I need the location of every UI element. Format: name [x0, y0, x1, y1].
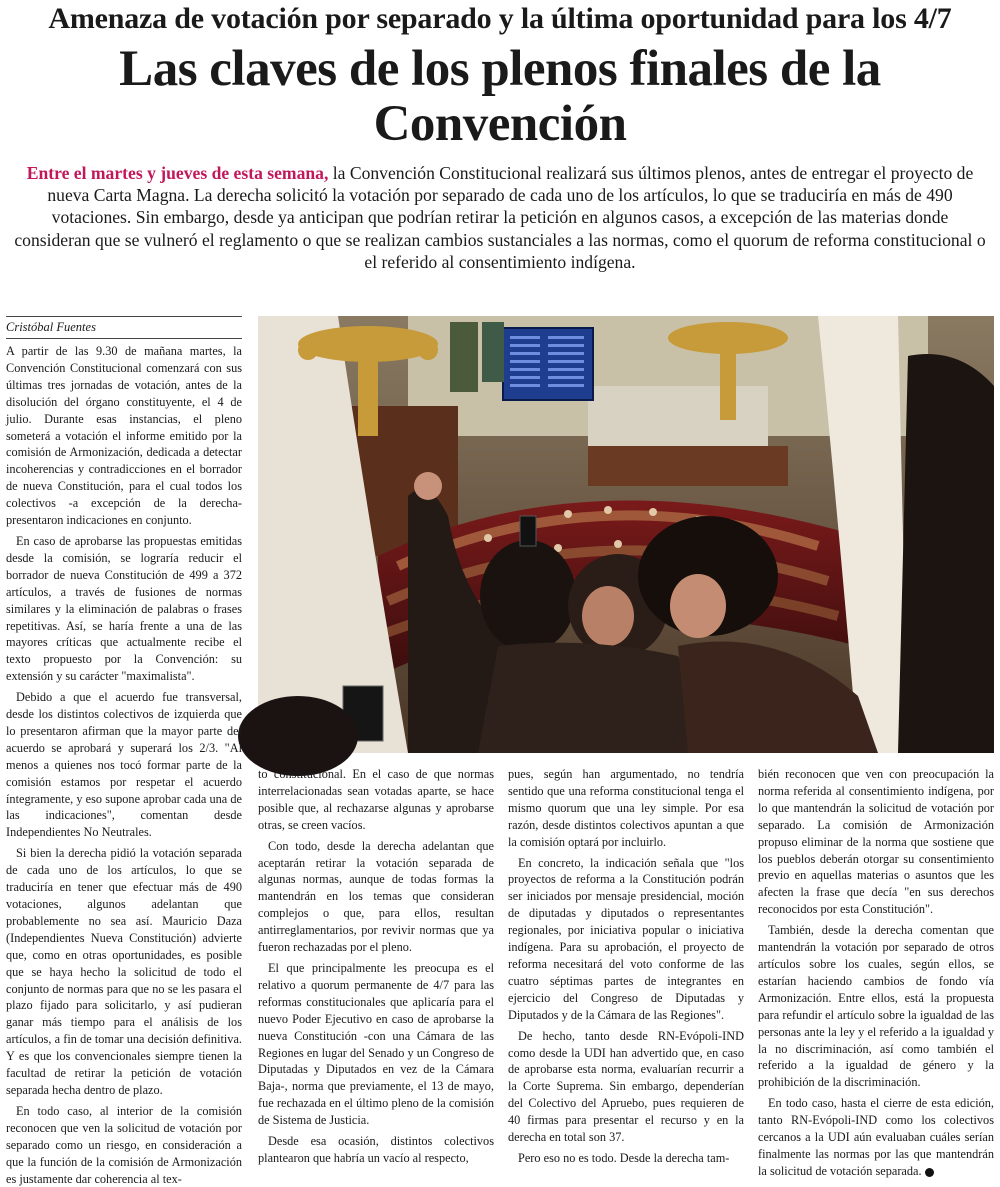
lead-text: la Convención Constitucional realizará sus últimos plenos, antes de entregar el proyecto de nueva Carta Magna. La derecha solicitó la votación por separado de cada uno de los artículos, lo que se traduciría en más de 490 votaciones. Sin embargo, desde ya anticipan que podrían retirar la petición en algunos casos, a excepción de las materias donde consideran que se vulneró el reglamento o que se realizan cambios sustanciales a las normas, como el quorum de reforma constitucional o el referido al consentimiento indígena. — [14, 163, 986, 272]
paragraph: Desde esa ocasión, distintos colectivos plantearon que habría un vacío al respecto, — [258, 1134, 494, 1165]
paragraph: pues, según han argumentado, no tendría sentido que una reforma constitucional tenga el mismo quorum que una ley simple. Por esa razón, desde distintos colectivos apuntan a que la comisión optará por incluirlo. — [508, 767, 744, 849]
author-byline: Cristóbal Fuentes — [6, 320, 96, 334]
paragraph: En caso de aprobarse las propuestas emitidas desde la comisión, se lograría reducir el borrador de nueva Constitución de 499 a 372 artículos, a través de fusiones de normas similares y la eliminación de palabras o frases repetitivas. Así, se haría frente a una de las mayores críticas que actualmente recibe el texto propuesto por la Convención: su extensión y su carácter "maximalista". — [6, 533, 242, 684]
paragraph: De hecho, tanto desde RN-Evópoli-IND como desde la UDI han advertido que, en caso de aprobarse esta norma, evaluarían recurrir a la Corte Suprema. Sin embargo, dependerían del Colectivo del Apruebo, pues requieren de 40 firmas para presentar el recurso y en la derecha en total son 37. — [508, 1028, 744, 1145]
article-column-4 — [758, 766, 994, 1178]
end-of-article-icon — [925, 1168, 934, 1177]
paragraph: to constitucional. En el caso de que normas interrelacionadas sean votadas aparte, se hace posible que, al rechazarse algunas y aprobarse otras, se creen vacíos. — [258, 767, 494, 832]
paragraph: En concreto, la indicación señala que "los proyectos de reforma a la Constitución podrán ser iniciados por mensaje presidencial, moción de diputadas y diputados o representantes regionales, por iniciativa popular o iniciativa indígena. Para su aprobación, el proyecto de reforma necesitará del voto conforme de las cuatro séptimas partes de integrantes en ejercicio del Congreso de Diputadas y Diputados y de la Cámara de las Regiones". — [508, 855, 744, 1022]
kicker: Amenaza de votación por separado y la última oportunidad para los 4/7 — [48, 2, 952, 35]
author-rule-top — [6, 316, 242, 317]
article-column-1 — [6, 343, 242, 1186]
lead-highlight: Entre el martes y jueves de esta semana, — [26, 163, 329, 183]
article-column-2 — [258, 766, 494, 1166]
paragraph: También, desde la derecha comentan que mantendrán la votación por separado de otros artículos sobre los cuales, según ellos, se estarían haciendo cambios de fondo vía Armonización. Entre ellos, está la propuesta para refundir el artículo sobre la igualdad de las personas ante la ley y el referido a la igualdad y la no discriminación, así como también el referido a la igualdad de género y la prohibición de la discriminación. — [758, 923, 994, 1090]
paragraph: Pero eso no es todo. Desde la derecha tam- — [518, 1150, 730, 1165]
lead-paragraph — [14, 162, 986, 273]
paragraph: Debido a que el acuerdo fue transversal, desde los distintos colectivos de izquierda que lo presentaron afirman que la mayor parte del acuerdo se aprobará y superará los 2/3. "Al menos a quienes nos tocó formar parte de la comisión estamos por respetar el acuerdo íntegramente, y eso supone aprobar cada una de las indicaciones", comentan desde Independientes No Neutrales. — [6, 690, 242, 840]
headline: Las claves de los plenos finales de la Convención — [119, 41, 881, 152]
photo-illustration — [258, 316, 994, 753]
paragraph-text: En todo caso, hasta el cierre de esta edición, tanto RN-Evópoli-IND como los colectivos cercanos a la UDI aún evaluaban cuáles serían finalmente las normas por las que mantendrán la solicitud de votación separada. — [758, 1096, 994, 1178]
paragraph: El que principalmente les preocupa es el relativo a quorum permanente de 4/7 para las reformas constitucionales que aplicaría para el nuevo Poder Ejecutivo en caso de aprobarse la nueva Constitución -con una Cámara de las Regiones en lugar del Senado y un Congreso de Diputadas y Diputados en vez de la Cámara Baja-, norma que previamente, el 13 de mayo, fue rechazada en el último pleno de la comisión de Sistema de Justicia. — [258, 960, 494, 1128]
plenary-hall-photo — [258, 316, 994, 753]
paragraph: A partir de las 9.30 de mañana martes, la Convención Constitucional comenzará con sus últimas tres jornadas de votación, antes de la disolución del órgano constituyente, el 4 de julio. Durante esas instancias, el pleno someterá a votación el informe emitido por la comisión de Armonización, dedicada a detectar incoherencias y contradicciones en el borrador de nueva Constitución, para el cual todos los colectivos -a excepción de la derecha- presentaron indicaciones en conjunto. — [6, 344, 242, 528]
paragraph: Con todo, desde la derecha adelantan que aceptarán retirar la votación separada de algunas normas, aunque de todas formas la mantendrán en los temas que consideran complejos o que, para ellos, resultan antirreglamentarios, por revivir normas que ya fueron rechazadas por el pleno. — [258, 838, 494, 955]
paragraph — [758, 1095, 994, 1180]
paragraph: Si bien la derecha pidió la votación separada de cada uno de los artículos, lo que se traduciría en tener que efectuar más de 490 votaciones, algunos adelantan que probablemente no sea así. Mauricio Daza (Independientes Nueva Constitución) advierte que, como en otras oportunidades, es posible que se haya hecho la solicitud de todo el conjunto de normas para que no se les pasara el plazo fijado para solicitarlo, y así pudieran ganar más tiempo para el análisis de los artículos, a fin de tomar una decisión definitiva. Y es que los convencionales siempre tienen la facultad de retirar la petición de votación separada hecha dentro de plazo. — [6, 846, 242, 1097]
paragraph: bién reconocen que ven con preocupación la norma referida al consentimiento indígena, por lo que mantendrán la solicitud de votación por separado. La comisión de Armonización propuso eliminar de la norma que sostiene que los pueblos deberán otorgar su consentimiento previo en aquellas materias o asuntos que les afecten la frase que decía "en sus derechos reconocidos por esta Constitución". — [758, 767, 994, 917]
article-column-3 — [508, 766, 744, 1166]
paragraph: En todo caso, al interior de la comisión reconocen que ven la solicitud de votación por separado como un riesgo, en consideración a que la función de la comisión de Armonización es justamente dar coherencia al tex- — [6, 1103, 242, 1186]
author-rule-bottom — [6, 338, 242, 339]
